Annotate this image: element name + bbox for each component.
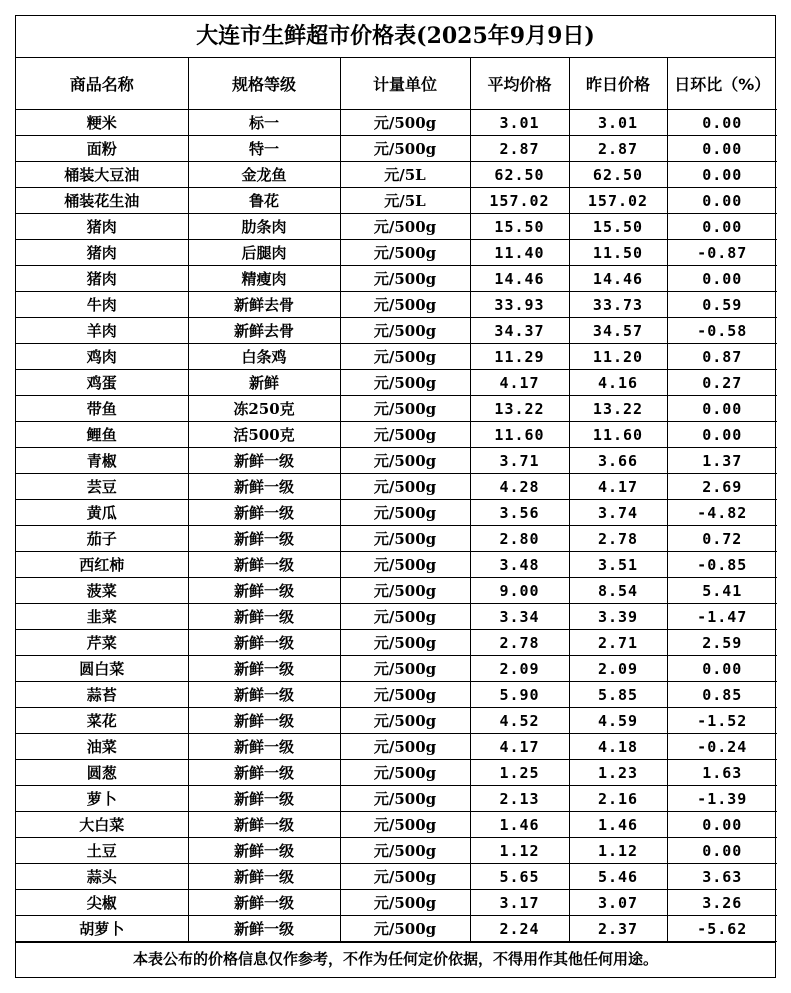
- table-row: [16, 240, 777, 266]
- table-row: [16, 708, 777, 734]
- cell-avg-price: 1.46: [470, 812, 569, 838]
- cell-avg-price: 2.13: [470, 786, 569, 812]
- table-row: [16, 604, 777, 630]
- cell-daily-change: -1.52: [667, 708, 777, 734]
- table-header: [16, 58, 777, 110]
- cell-daily-change: -5.62: [667, 916, 777, 942]
- cell-daily-change: 0.00: [667, 136, 777, 162]
- table-row: [16, 500, 777, 526]
- cell-grade: 新鲜去骨: [188, 318, 340, 344]
- cell-unit: 元/500g: [340, 604, 470, 630]
- cell-daily-change: 0.87: [667, 344, 777, 370]
- cell-unit: 元/500g: [340, 838, 470, 864]
- cell-grade: 后腿肉: [188, 240, 340, 266]
- cell-product: 粳米: [16, 110, 188, 136]
- cell-unit: 元/500g: [340, 708, 470, 734]
- price-sheet: [15, 15, 776, 978]
- cell-avg-price: 3.34: [470, 604, 569, 630]
- cell-yesterday-price: 2.16: [569, 786, 667, 812]
- cell-grade: 白条鸡: [188, 344, 340, 370]
- cell-grade: 新鲜一级: [188, 682, 340, 708]
- cell-product: 鸡蛋: [16, 370, 188, 396]
- cell-grade: 新鲜一级: [188, 474, 340, 500]
- cell-daily-change: 0.00: [667, 656, 777, 682]
- cell-grade: 新鲜一级: [188, 838, 340, 864]
- cell-daily-change: -0.58: [667, 318, 777, 344]
- cell-daily-change: 0.00: [667, 162, 777, 188]
- table-row: [16, 136, 777, 162]
- cell-unit: 元/500g: [340, 344, 470, 370]
- cell-grade: 新鲜一级: [188, 734, 340, 760]
- cell-product: 猪肉: [16, 266, 188, 292]
- cell-unit: 元/500g: [340, 682, 470, 708]
- cell-product: 大白菜: [16, 812, 188, 838]
- table-row: [16, 578, 777, 604]
- cell-avg-price: 1.12: [470, 838, 569, 864]
- cell-daily-change: 0.00: [667, 812, 777, 838]
- cell-daily-change: 2.59: [667, 630, 777, 656]
- table-row: [16, 110, 777, 136]
- cell-daily-change: -0.24: [667, 734, 777, 760]
- cell-daily-change: -0.85: [667, 552, 777, 578]
- table-row: [16, 838, 777, 864]
- cell-product: 圆葱: [16, 760, 188, 786]
- table-row: [16, 656, 777, 682]
- cell-product: 羊肉: [16, 318, 188, 344]
- table-row: [16, 916, 777, 942]
- table-row: [16, 526, 777, 552]
- table-body: [16, 110, 777, 942]
- cell-grade: 特一: [188, 136, 340, 162]
- cell-product: 鸡肉: [16, 344, 188, 370]
- cell-yesterday-price: 3.07: [569, 890, 667, 916]
- cell-unit: 元/500g: [340, 266, 470, 292]
- column-header-daily-change: 日环比（%）: [667, 58, 777, 110]
- cell-avg-price: 9.00: [470, 578, 569, 604]
- cell-grade: 新鲜一级: [188, 578, 340, 604]
- cell-grade: 新鲜一级: [188, 864, 340, 890]
- cell-unit: 元/5L: [340, 162, 470, 188]
- cell-avg-price: 3.71: [470, 448, 569, 474]
- cell-daily-change: 0.00: [667, 266, 777, 292]
- cell-unit: 元/500g: [340, 448, 470, 474]
- header-row: [16, 58, 777, 110]
- table-row: [16, 292, 777, 318]
- table-row: [16, 448, 777, 474]
- cell-product: 韭菜: [16, 604, 188, 630]
- cell-avg-price: 5.90: [470, 682, 569, 708]
- cell-product: 菜花: [16, 708, 188, 734]
- cell-product: 面粉: [16, 136, 188, 162]
- cell-yesterday-price: 8.54: [569, 578, 667, 604]
- cell-daily-change: 5.41: [667, 578, 777, 604]
- cell-yesterday-price: 33.73: [569, 292, 667, 318]
- cell-product: 牛肉: [16, 292, 188, 318]
- cell-unit: 元/500g: [340, 786, 470, 812]
- table-row: [16, 396, 777, 422]
- cell-product: 菠菜: [16, 578, 188, 604]
- cell-daily-change: 1.63: [667, 760, 777, 786]
- cell-daily-change: -4.82: [667, 500, 777, 526]
- cell-daily-change: 0.00: [667, 188, 777, 214]
- cell-daily-change: 0.27: [667, 370, 777, 396]
- cell-grade: 肋条肉: [188, 214, 340, 240]
- cell-yesterday-price: 3.74: [569, 500, 667, 526]
- cell-yesterday-price: 14.46: [569, 266, 667, 292]
- cell-avg-price: 11.29: [470, 344, 569, 370]
- cell-unit: 元/500g: [340, 422, 470, 448]
- cell-daily-change: 0.00: [667, 110, 777, 136]
- cell-daily-change: -0.87: [667, 240, 777, 266]
- table-row: [16, 734, 777, 760]
- table-row: [16, 188, 777, 214]
- cell-yesterday-price: 34.57: [569, 318, 667, 344]
- cell-product: 土豆: [16, 838, 188, 864]
- cell-avg-price: 2.24: [470, 916, 569, 942]
- cell-yesterday-price: 62.50: [569, 162, 667, 188]
- cell-yesterday-price: 3.66: [569, 448, 667, 474]
- cell-avg-price: 3.48: [470, 552, 569, 578]
- cell-avg-price: 1.25: [470, 760, 569, 786]
- cell-grade: 新鲜一级: [188, 708, 340, 734]
- cell-product: 蒜苔: [16, 682, 188, 708]
- cell-product: 鲤鱼: [16, 422, 188, 448]
- cell-yesterday-price: 1.23: [569, 760, 667, 786]
- disclaimer-note: 本表公布的价格信息仅作参考，不作为任何定价依据，不得用作其他任何用途。: [16, 942, 775, 976]
- cell-unit: 元/500g: [340, 630, 470, 656]
- table-row: [16, 812, 777, 838]
- cell-product: 黄瓜: [16, 500, 188, 526]
- cell-avg-price: 5.65: [470, 864, 569, 890]
- cell-grade: 新鲜一级: [188, 604, 340, 630]
- cell-yesterday-price: 4.18: [569, 734, 667, 760]
- table-row: [16, 474, 777, 500]
- cell-unit: 元/500g: [340, 240, 470, 266]
- cell-yesterday-price: 1.46: [569, 812, 667, 838]
- cell-daily-change: 1.37: [667, 448, 777, 474]
- cell-grade: 冻250克: [188, 396, 340, 422]
- cell-grade: 新鲜一级: [188, 812, 340, 838]
- cell-product: 圆白菜: [16, 656, 188, 682]
- cell-product: 尖椒: [16, 890, 188, 916]
- cell-avg-price: 34.37: [470, 318, 569, 344]
- cell-daily-change: 0.00: [667, 422, 777, 448]
- cell-unit: 元/500g: [340, 864, 470, 890]
- cell-yesterday-price: 11.20: [569, 344, 667, 370]
- cell-grade: 新鲜去骨: [188, 292, 340, 318]
- cell-avg-price: 3.01: [470, 110, 569, 136]
- table-row: [16, 890, 777, 916]
- cell-avg-price: 2.80: [470, 526, 569, 552]
- cell-unit: 元/500g: [340, 578, 470, 604]
- cell-daily-change: 0.00: [667, 838, 777, 864]
- cell-yesterday-price: 3.01: [569, 110, 667, 136]
- cell-yesterday-price: 4.59: [569, 708, 667, 734]
- cell-grade: 新鲜一级: [188, 760, 340, 786]
- table-row: [16, 214, 777, 240]
- cell-unit: 元/500g: [340, 110, 470, 136]
- cell-avg-price: 33.93: [470, 292, 569, 318]
- cell-product: 猪肉: [16, 240, 188, 266]
- cell-yesterday-price: 2.71: [569, 630, 667, 656]
- cell-unit: 元/500g: [340, 890, 470, 916]
- table-row: [16, 344, 777, 370]
- cell-grade: 标一: [188, 110, 340, 136]
- cell-product: 桶装花生油: [16, 188, 188, 214]
- cell-grade: 新鲜一级: [188, 526, 340, 552]
- column-header-avg-price: 平均价格: [470, 58, 569, 110]
- cell-grade: 新鲜一级: [188, 916, 340, 942]
- cell-unit: 元/500g: [340, 656, 470, 682]
- table-row: [16, 162, 777, 188]
- table-row: [16, 630, 777, 656]
- cell-grade: 新鲜: [188, 370, 340, 396]
- cell-unit: 元/500g: [340, 500, 470, 526]
- cell-grade: 活500克: [188, 422, 340, 448]
- cell-yesterday-price: 13.22: [569, 396, 667, 422]
- cell-avg-price: 2.09: [470, 656, 569, 682]
- cell-daily-change: 0.00: [667, 214, 777, 240]
- cell-unit: 元/500g: [340, 552, 470, 578]
- cell-avg-price: 15.50: [470, 214, 569, 240]
- cell-avg-price: 62.50: [470, 162, 569, 188]
- cell-avg-price: 2.87: [470, 136, 569, 162]
- cell-grade: 新鲜一级: [188, 890, 340, 916]
- cell-product: 胡萝卜: [16, 916, 188, 942]
- cell-product: 芹菜: [16, 630, 188, 656]
- cell-yesterday-price: 2.87: [569, 136, 667, 162]
- table-row: [16, 760, 777, 786]
- cell-grade: 新鲜一级: [188, 630, 340, 656]
- cell-daily-change: 3.63: [667, 864, 777, 890]
- cell-unit: 元/500g: [340, 812, 470, 838]
- cell-avg-price: 4.17: [470, 734, 569, 760]
- cell-avg-price: 11.60: [470, 422, 569, 448]
- cell-avg-price: 11.40: [470, 240, 569, 266]
- column-header-yesterday-price: 昨日价格: [569, 58, 667, 110]
- table-row: [16, 266, 777, 292]
- cell-product: 带鱼: [16, 396, 188, 422]
- cell-avg-price: 3.17: [470, 890, 569, 916]
- cell-unit: 元/500g: [340, 474, 470, 500]
- cell-daily-change: 0.00: [667, 396, 777, 422]
- cell-yesterday-price: 2.09: [569, 656, 667, 682]
- cell-unit: 元/500g: [340, 734, 470, 760]
- cell-yesterday-price: 3.39: [569, 604, 667, 630]
- cell-yesterday-price: 11.60: [569, 422, 667, 448]
- table-row: [16, 370, 777, 396]
- table-row: [16, 682, 777, 708]
- page-title: 大连市生鲜超市价格表(2025年9月9日): [16, 16, 775, 58]
- cell-grade: 新鲜一级: [188, 552, 340, 578]
- cell-avg-price: 2.78: [470, 630, 569, 656]
- cell-unit: 元/500g: [340, 214, 470, 240]
- cell-yesterday-price: 4.17: [569, 474, 667, 500]
- table-row: [16, 318, 777, 344]
- cell-yesterday-price: 157.02: [569, 188, 667, 214]
- cell-avg-price: 157.02: [470, 188, 569, 214]
- cell-unit: 元/500g: [340, 292, 470, 318]
- cell-unit: 元/5L: [340, 188, 470, 214]
- cell-daily-change: 0.85: [667, 682, 777, 708]
- cell-avg-price: 4.17: [470, 370, 569, 396]
- cell-daily-change: 0.59: [667, 292, 777, 318]
- cell-daily-change: -1.47: [667, 604, 777, 630]
- cell-yesterday-price: 5.85: [569, 682, 667, 708]
- price-table: [16, 58, 777, 942]
- cell-product: 猪肉: [16, 214, 188, 240]
- cell-grade: 鲁花: [188, 188, 340, 214]
- table-row: [16, 864, 777, 890]
- cell-grade: 精瘦肉: [188, 266, 340, 292]
- cell-unit: 元/500g: [340, 318, 470, 344]
- cell-yesterday-price: 2.78: [569, 526, 667, 552]
- cell-avg-price: 3.56: [470, 500, 569, 526]
- cell-daily-change: 3.26: [667, 890, 777, 916]
- cell-yesterday-price: 15.50: [569, 214, 667, 240]
- cell-grade: 新鲜一级: [188, 786, 340, 812]
- cell-yesterday-price: 2.37: [569, 916, 667, 942]
- cell-avg-price: 4.28: [470, 474, 569, 500]
- table-row: [16, 552, 777, 578]
- column-header-grade: 规格等级: [188, 58, 340, 110]
- cell-grade: 新鲜一级: [188, 448, 340, 474]
- cell-product: 蒜头: [16, 864, 188, 890]
- cell-daily-change: 0.72: [667, 526, 777, 552]
- cell-yesterday-price: 5.46: [569, 864, 667, 890]
- table-row: [16, 786, 777, 812]
- cell-avg-price: 14.46: [470, 266, 569, 292]
- cell-yesterday-price: 3.51: [569, 552, 667, 578]
- cell-product: 西红柿: [16, 552, 188, 578]
- cell-unit: 元/500g: [340, 396, 470, 422]
- cell-grade: 新鲜一级: [188, 656, 340, 682]
- table-row: [16, 422, 777, 448]
- cell-product: 萝卜: [16, 786, 188, 812]
- cell-yesterday-price: 11.50: [569, 240, 667, 266]
- column-header-product: 商品名称: [16, 58, 188, 110]
- cell-unit: 元/500g: [340, 916, 470, 942]
- cell-yesterday-price: 4.16: [569, 370, 667, 396]
- cell-avg-price: 13.22: [470, 396, 569, 422]
- column-header-unit: 计量单位: [340, 58, 470, 110]
- cell-grade: 新鲜一级: [188, 500, 340, 526]
- cell-unit: 元/500g: [340, 760, 470, 786]
- cell-daily-change: 2.69: [667, 474, 777, 500]
- cell-unit: 元/500g: [340, 136, 470, 162]
- cell-product: 桶装大豆油: [16, 162, 188, 188]
- cell-yesterday-price: 1.12: [569, 838, 667, 864]
- cell-product: 茄子: [16, 526, 188, 552]
- cell-unit: 元/500g: [340, 526, 470, 552]
- cell-product: 油菜: [16, 734, 188, 760]
- cell-unit: 元/500g: [340, 370, 470, 396]
- cell-grade: 金龙鱼: [188, 162, 340, 188]
- cell-avg-price: 4.52: [470, 708, 569, 734]
- cell-daily-change: -1.39: [667, 786, 777, 812]
- cell-product: 芸豆: [16, 474, 188, 500]
- cell-product: 青椒: [16, 448, 188, 474]
